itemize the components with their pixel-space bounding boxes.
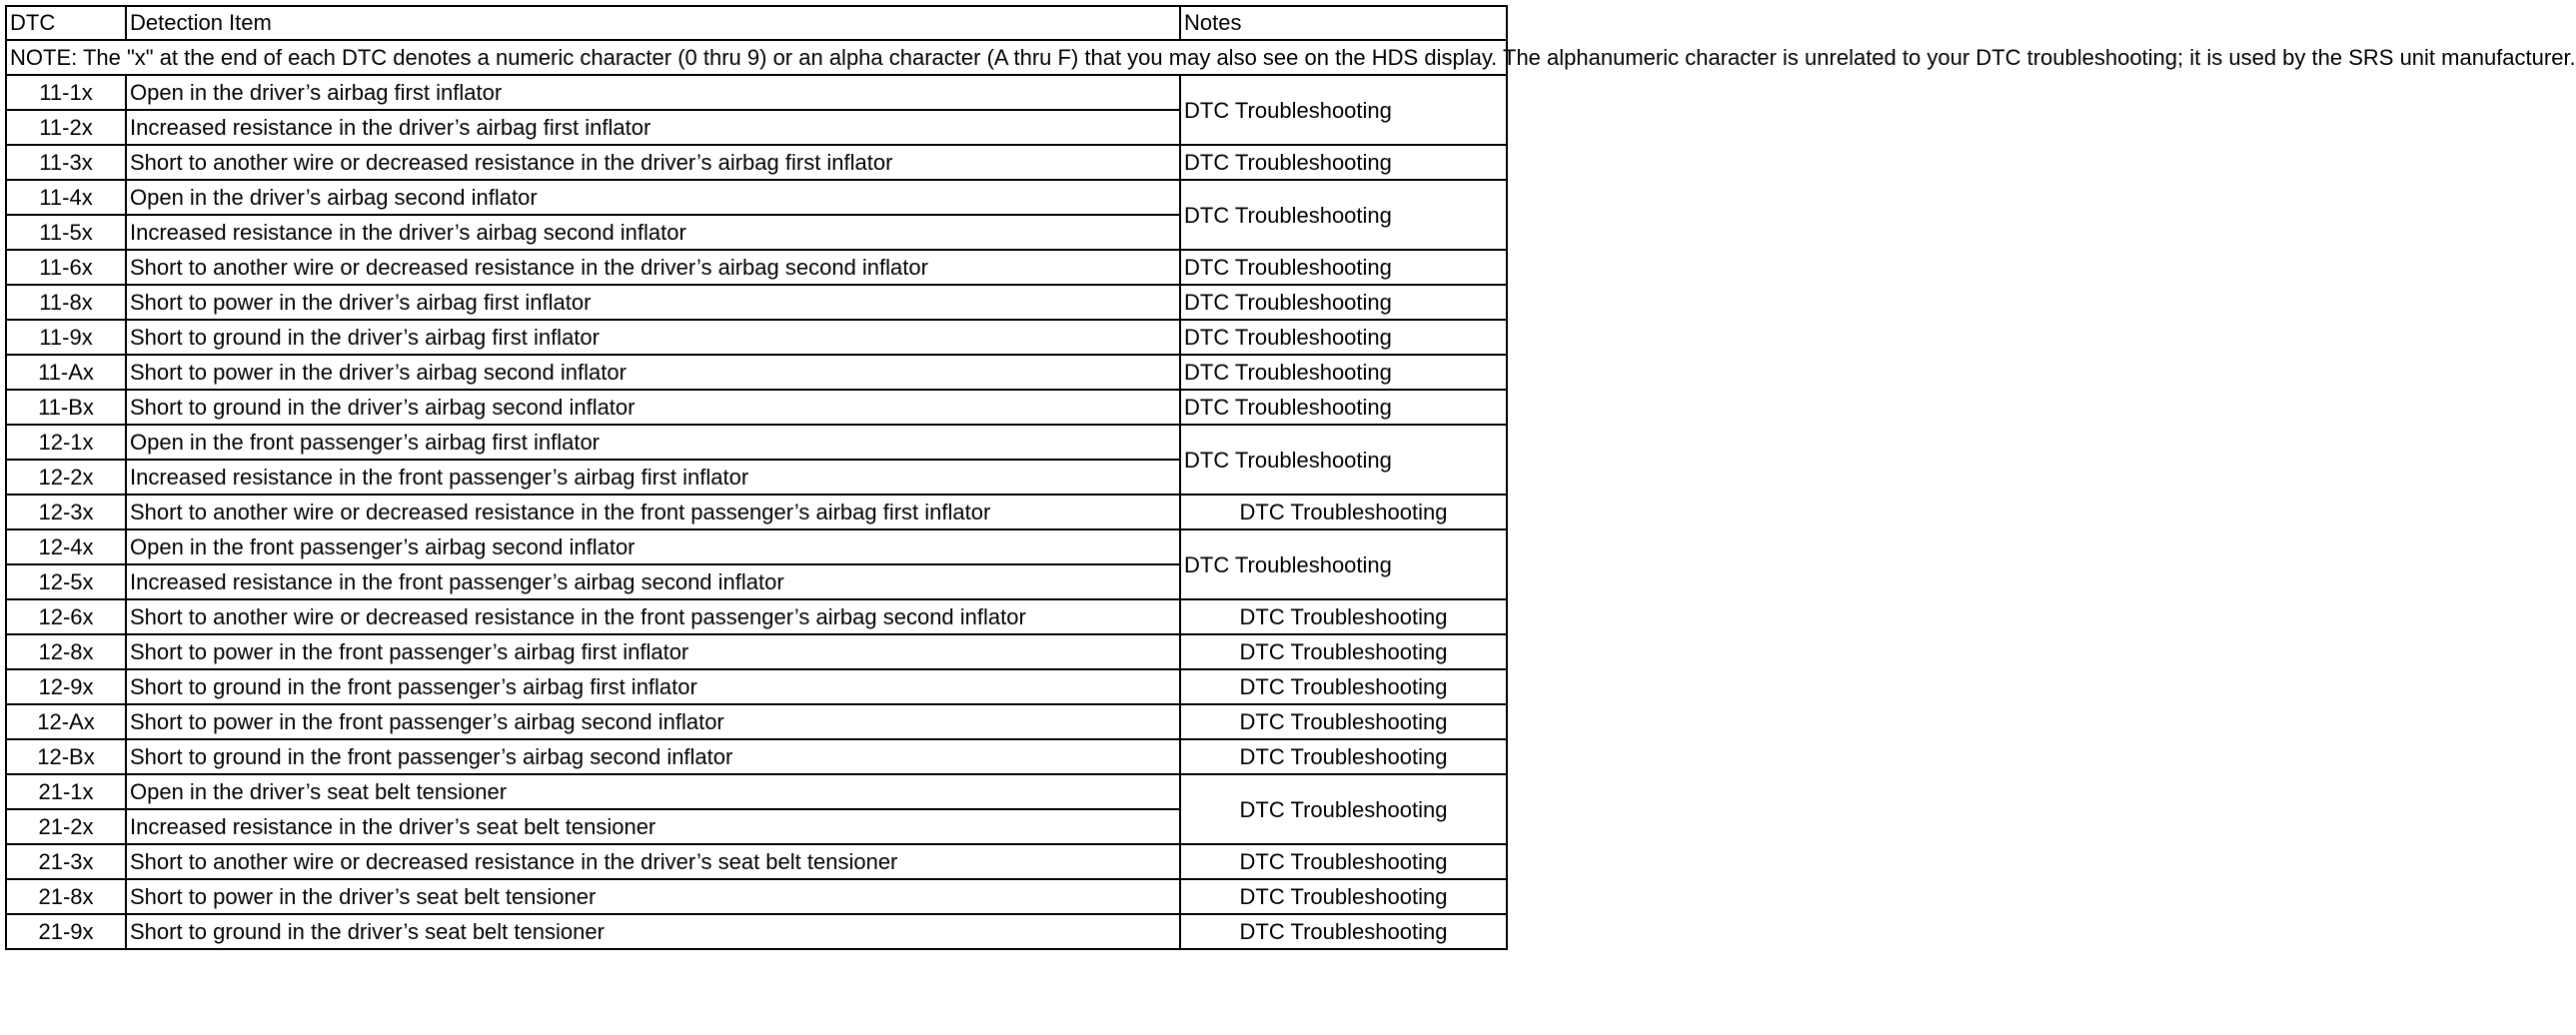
table-row — [6, 425, 1507, 460]
notes-link[interactable]: DTC Troubleshooting — [1180, 320, 1507, 355]
table-row — [6, 145, 1507, 180]
notes-link[interactable]: DTC Troubleshooting — [1180, 250, 1507, 285]
detection-item: Open in the driver’s airbag second inflator — [126, 180, 1180, 215]
dtc-code: 21-2x — [6, 809, 126, 844]
table-row — [6, 320, 1507, 355]
dtc-code: 11-1x — [6, 75, 126, 110]
notes-link[interactable]: DTC Troubleshooting — [1180, 285, 1507, 320]
dtc-code: 21-8x — [6, 879, 126, 914]
notes-link[interactable]: DTC Troubleshooting — [1180, 914, 1507, 949]
notes-link[interactable]: DTC Troubleshooting — [1180, 669, 1507, 704]
dtc-code: 11-2x — [6, 110, 126, 145]
dtc-code: 11-6x — [6, 250, 126, 285]
dtc-code: 11-8x — [6, 285, 126, 320]
detection-item: Open in the driver’s seat belt tensioner — [126, 774, 1180, 809]
detection-item: Increased resistance in the driver’s airbag second inflator — [126, 215, 1180, 250]
detection-item: Increased resistance in the front passenger’s airbag first inflator — [126, 460, 1180, 495]
dtc-code: 21-1x — [6, 774, 126, 809]
detection-item: Open in the front passenger’s airbag second inflator — [126, 529, 1180, 564]
table-row — [6, 879, 1507, 914]
header-notes: Notes — [1180, 6, 1507, 40]
header-row — [6, 6, 1507, 40]
detection-item: Short to another wire or decreased resistance in the driver’s airbag second inflator — [126, 250, 1180, 285]
dtc-code: 12-3x — [6, 495, 126, 529]
table-row — [6, 285, 1507, 320]
detection-item: Short to power in the driver’s airbag first inflator — [126, 285, 1180, 320]
table-row — [6, 634, 1507, 669]
dtc-code: 21-3x — [6, 844, 126, 879]
dtc-code: 12-5x — [6, 564, 126, 599]
dtc-code: 12-1x — [6, 425, 126, 460]
notes-link[interactable]: DTC Troubleshooting — [1180, 774, 1507, 844]
dtc-code: 11-Ax — [6, 355, 126, 390]
notes-link[interactable]: DTC Troubleshooting — [1180, 879, 1507, 914]
dtc-code: 12-2x — [6, 460, 126, 495]
detection-item: Short to power in the front passenger’s airbag first inflator — [126, 634, 1180, 669]
dtc-code: 11-3x — [6, 145, 126, 180]
detection-item: Short to another wire or decreased resistance in the front passenger’s airbag first inflator — [126, 495, 1180, 529]
table-row — [6, 704, 1507, 739]
notes-link[interactable]: DTC Troubleshooting — [1180, 425, 1507, 495]
dtc-code: 12-9x — [6, 669, 126, 704]
dtc-code: 11-5x — [6, 215, 126, 250]
table-row — [6, 529, 1507, 564]
dtc-code: 21-9x — [6, 914, 126, 949]
notes-link[interactable]: DTC Troubleshooting — [1180, 495, 1507, 529]
dtc-code: 11-4x — [6, 180, 126, 215]
table-row — [6, 914, 1507, 949]
table-row — [6, 355, 1507, 390]
dtc-code: 12-6x — [6, 599, 126, 634]
header-detection-item: Detection Item — [126, 6, 1180, 40]
detection-item: Open in the driver’s airbag first inflator — [126, 75, 1180, 110]
note-row — [6, 40, 1507, 75]
notes-link[interactable]: DTC Troubleshooting — [1180, 739, 1507, 774]
detection-item: Short to ground in the front passenger’s airbag first inflator — [126, 669, 1180, 704]
notes-link[interactable]: DTC Troubleshooting — [1180, 529, 1507, 599]
detection-item: Short to another wire or decreased resistance in the driver’s seat belt tensioner — [126, 844, 1180, 879]
dtc-code: 11-9x — [6, 320, 126, 355]
notes-link[interactable]: DTC Troubleshooting — [1180, 75, 1507, 145]
table-row — [6, 844, 1507, 879]
detection-item: Short to ground in the driver’s airbag first inflator — [126, 320, 1180, 355]
detection-item: Increased resistance in the driver’s seat belt tensioner — [126, 809, 1180, 844]
dtc-table — [5, 5, 2576, 950]
detection-item: Short to ground in the front passenger’s airbag second inflator — [126, 739, 1180, 774]
detection-item: Short to power in the driver’s seat belt tensioner — [126, 879, 1180, 914]
notes-link[interactable]: DTC Troubleshooting — [1180, 180, 1507, 250]
detection-item: Open in the front passenger’s airbag first inflator — [126, 425, 1180, 460]
note-text: NOTE: The "x" at the end of each DTC denotes a numeric character (0 thru 9) or an alpha character (A thru F) that you may also see on the HDS display. The alphanumeric character is unrelated to your DTC troubleshooting; it is used by the SRS unit manufacturer. — [6, 40, 1507, 75]
header-dtc: DTC — [6, 6, 126, 40]
table-row — [6, 774, 1507, 809]
table-row — [6, 250, 1507, 285]
notes-link[interactable]: DTC Troubleshooting — [1180, 145, 1507, 180]
table-row — [6, 75, 1507, 110]
dtc-code: 12-Bx — [6, 739, 126, 774]
notes-link[interactable]: DTC Troubleshooting — [1180, 704, 1507, 739]
dtc-code: 11-Bx — [6, 390, 126, 425]
detection-item: Short to ground in the driver’s airbag second inflator — [126, 390, 1180, 425]
dtc-code: 12-8x — [6, 634, 126, 669]
notes-link[interactable]: DTC Troubleshooting — [1180, 355, 1507, 390]
table-row — [6, 669, 1507, 704]
table-row — [6, 390, 1507, 425]
detection-item: Increased resistance in the front passenger’s airbag second inflator — [126, 564, 1180, 599]
detection-item: Short to power in the driver’s airbag second inflator — [126, 355, 1180, 390]
dtc-code: 12-4x — [6, 529, 126, 564]
notes-link[interactable]: DTC Troubleshooting — [1180, 634, 1507, 669]
notes-link[interactable]: DTC Troubleshooting — [1180, 390, 1507, 425]
notes-link[interactable]: DTC Troubleshooting — [1180, 844, 1507, 879]
table-row — [6, 180, 1507, 215]
detection-item: Short to another wire or decreased resistance in the driver’s airbag first inflator — [126, 145, 1180, 180]
notes-link[interactable]: DTC Troubleshooting — [1180, 599, 1507, 634]
detection-item: Short to another wire or decreased resistance in the front passenger’s airbag second inflator — [126, 599, 1180, 634]
table-row — [6, 599, 1507, 634]
table-row — [6, 739, 1507, 774]
table-row — [6, 495, 1507, 529]
detection-item: Short to ground in the driver’s seat belt tensioner — [126, 914, 1180, 949]
dtc-code: 12-Ax — [6, 704, 126, 739]
detection-item: Increased resistance in the driver’s airbag first inflator — [126, 110, 1180, 145]
detection-item: Short to power in the front passenger’s airbag second inflator — [126, 704, 1180, 739]
